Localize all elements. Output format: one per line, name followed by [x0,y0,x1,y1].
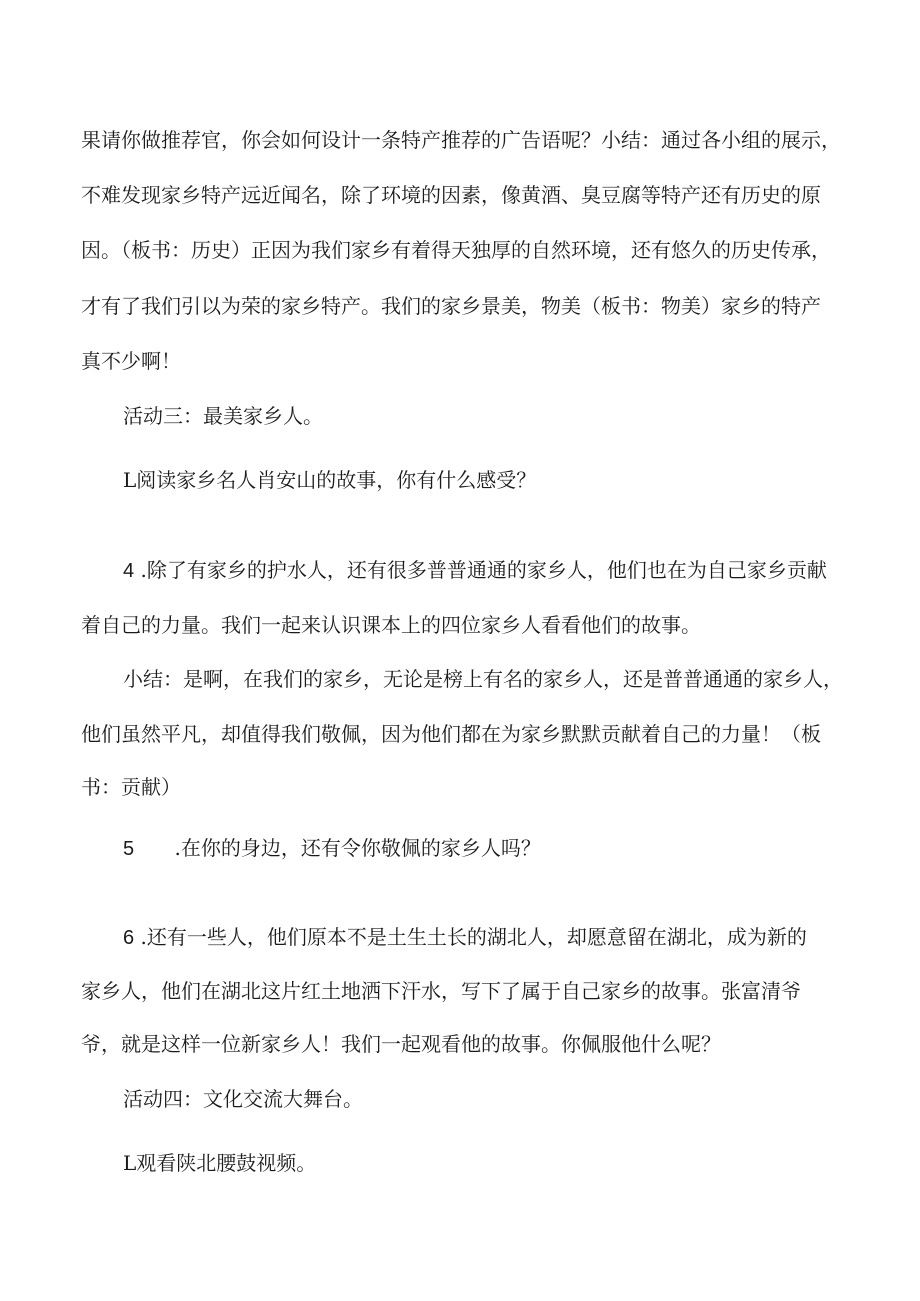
body-text-line: 爷，就是这样一位新家乡人！我们一起观看他的故事。你佩服他什么呢？ [81,1032,721,1056]
activity-heading: 活动三：最美家乡人。 [123,404,323,428]
item-text: .还有一些人，他们原本不是土生土长的湖北人，却愿意留在湖北，成为新的 [140,925,807,949]
numbered-item [123,556,827,585]
activity-heading: 活动四：文化交流大舞台。 [123,1087,363,1111]
item-text: .在你的身边，还有令你敬佩的家乡人吗？ [174,836,541,860]
item-text: .除了有家乡的护水人，还有很多普普通通的家乡人，他们也在为自己家乡贡献 [140,558,827,582]
item-number: 6 [123,927,135,949]
list-item: L观看陕北腰鼓视频。 [123,1151,317,1175]
body-text-line: 家乡人，他们在湖北这片红土地洒下汗水，写下了属于自己家乡的故事。张富清爷 [81,979,801,1003]
body-text-line: 着自己的力量。我们一起来认识课本上的四位家乡人看看他们的故事。 [81,613,701,637]
body-text-line: 他们虽然平凡，却值得我们敬佩，因为他们都在为家乡默默贡献着自己的力量！（板 [81,722,821,746]
list-item: L阅读家乡名人肖安山的故事，你有什么感受？ [123,468,537,492]
item-number: 5 [123,838,135,860]
body-text-line: 书：贡献） [81,775,181,799]
summary-line: 小结：是啊，在我们的家乡，无论是榜上有名的家乡人，还是普普通通的家乡人， [123,667,843,691]
item-number: 4 [123,560,135,582]
numbered-item [123,834,541,863]
body-text-line: 真不少啊！ [81,349,181,373]
body-text-line: 才有了我们引以为荣的家乡特产。我们的家乡景美，物美（板书：物美）家乡的特产 [81,294,821,318]
numbered-item [123,923,807,952]
body-text-line: 果请你做推荐官，你会如何设计一条特产推荐的广告语呢？小结：通过各小组的展示， [81,128,841,152]
body-text-line: 不难发现家乡特产远近闻名，除了环境的因素，像黄酒、臭豆腐等特产还有历史的原 [81,183,821,207]
body-text-line: 因。（板书：历史）正因为我们家乡有着得天独厚的自然环境，还有悠久的历史传承， [81,238,831,262]
